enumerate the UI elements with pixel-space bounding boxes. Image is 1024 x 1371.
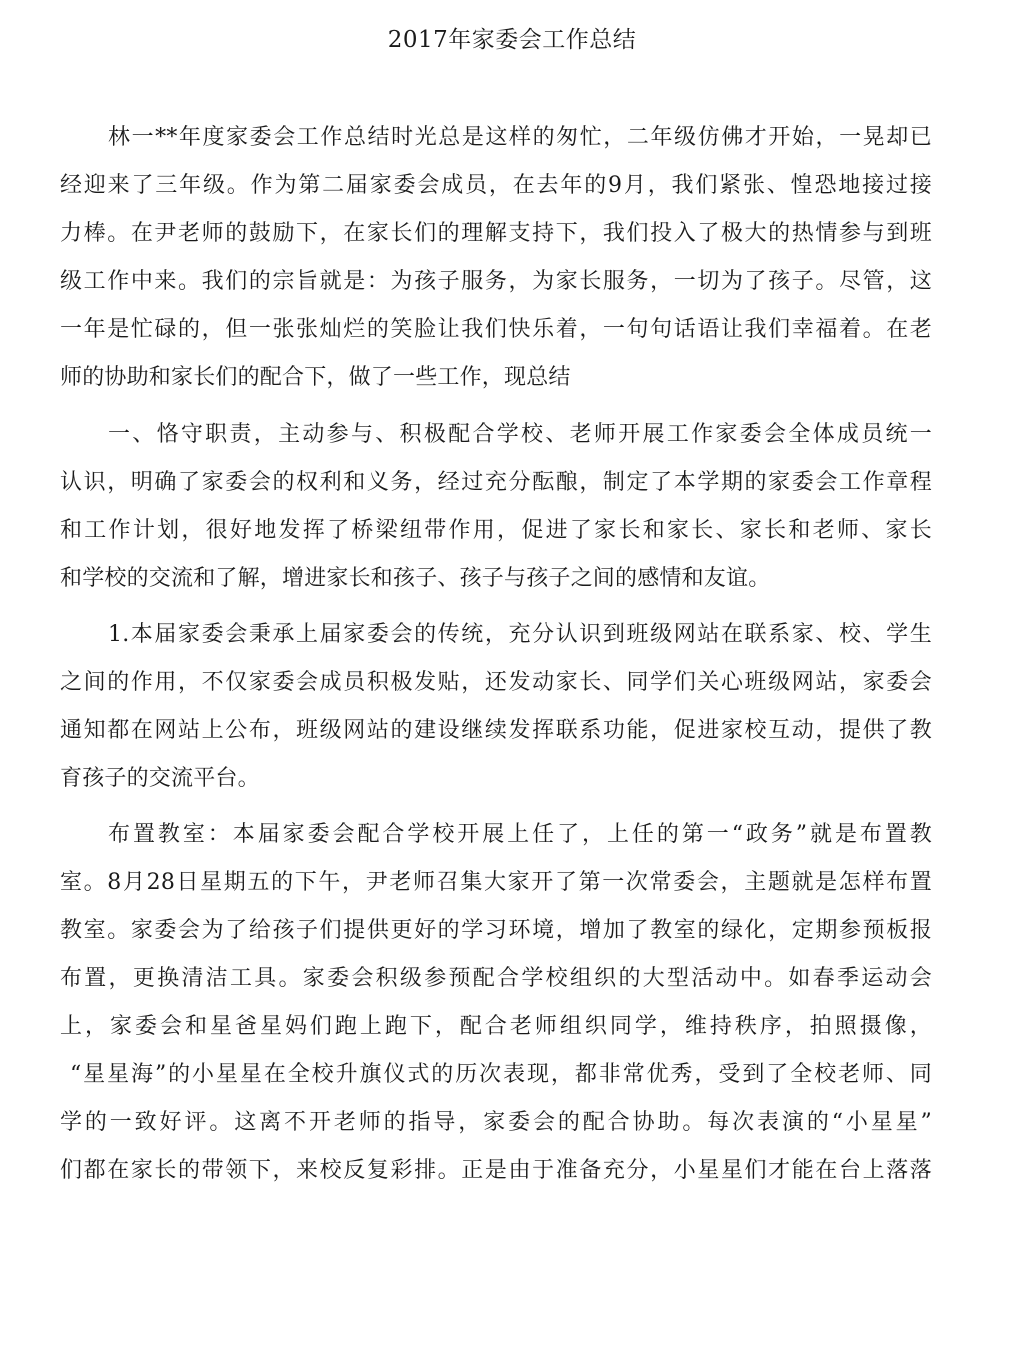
text-line: 室。8月28日星期五的下午，尹老师召集大家开了第一次常委会，主题就是怎样布置: [60, 870, 932, 895]
text-line: 力棒。在尹老师的鼓励下，在家长们的理解支持下，我们投入了极大的热情参与到班: [60, 221, 932, 246]
paragraph-classroom: [60, 811, 932, 1195]
text-line: 认识，明确了家委会的权利和义务，经过充分酝酿，制定了本学期的家委会工作章程: [60, 470, 932, 495]
text-line: 布置，更换清洁工具。家委会积级参预配合学校组织的大型活动中。如春季运动会: [60, 966, 932, 991]
text-line: 们都在家长的带领下，来校反复彩排。正是由于准备充分，小星星们才能在台上落落: [60, 1158, 932, 1183]
text-line: 之间的作用，不仅家委会成员积极发贴，还发动家长、同学们关心班级网站，家委会: [60, 670, 932, 695]
text-line: “星星海”的小星星在全校升旗仪式的历次表现，都非常优秀，受到了全校老师、同: [70, 1062, 932, 1087]
paragraph-section-one: [60, 411, 932, 603]
text-line: 师的协助和家长们的配合下，做了一些工作，现总结: [60, 365, 571, 390]
text-line: 一年是忙碌的，但一张张灿烂的笑脸让我们快乐着，一句句话语让我们幸福着。在老: [60, 317, 932, 342]
text-line: 教室。家委会为了给孩子们提供更好的学习环境，增加了教室的绿化，定期参预板报: [60, 918, 932, 943]
text-line: 经迎来了三年级。作为第二届家委会成员，在去年的9月，我们紧张、惶恐地接过接: [60, 173, 932, 198]
text-line: 1.本届家委会秉承上届家委会的传统，充分认识到班级网站在联系家、校、学生: [108, 622, 932, 647]
text-line: 布置教室：本届家委会配合学校开展上任了，上任的第一“政务”就是布置教: [108, 822, 932, 847]
text-line: 和工作计划，很好地发挥了桥梁纽带作用，促进了家长和家长、家长和老师、家长: [60, 518, 932, 543]
text-line: 通知都在网站上公布，班级网站的建设继续发挥联系功能，促进家校互动，提供了教: [60, 718, 932, 743]
text-line: 林一**年度家委会工作总结时光总是这样的匆忙，二年级仿佛才开始，一晃却已: [108, 125, 932, 150]
text-line: 一、恪守职责，主动参与、积极配合学校、老师开展工作家委会全体成员统一: [108, 422, 932, 447]
paragraph-item-one: [60, 611, 932, 803]
text-line: 上，家委会和星爸星妈们跑上跑下，配合老师组织同学，维持秩序，拍照摄像，: [60, 1014, 932, 1039]
text-line: 和学校的交流和了解，增进家长和孩子、孩子与孩子之间的感情和友谊。: [60, 566, 771, 591]
text-line: 育孩子的交流平台。: [60, 766, 260, 791]
text-line: 级工作中来。我们的宗旨就是：为孩子服务，为家长服务，一切为了孩子。尽管，这: [60, 269, 932, 294]
paragraph-intro: [60, 114, 932, 402]
document-title: 2017年家委会工作总结: [387, 27, 637, 53]
text-line: 学的一致好评。这离不开老师的指导，家委会的配合协助。每次表演的“小星星”: [60, 1110, 932, 1135]
